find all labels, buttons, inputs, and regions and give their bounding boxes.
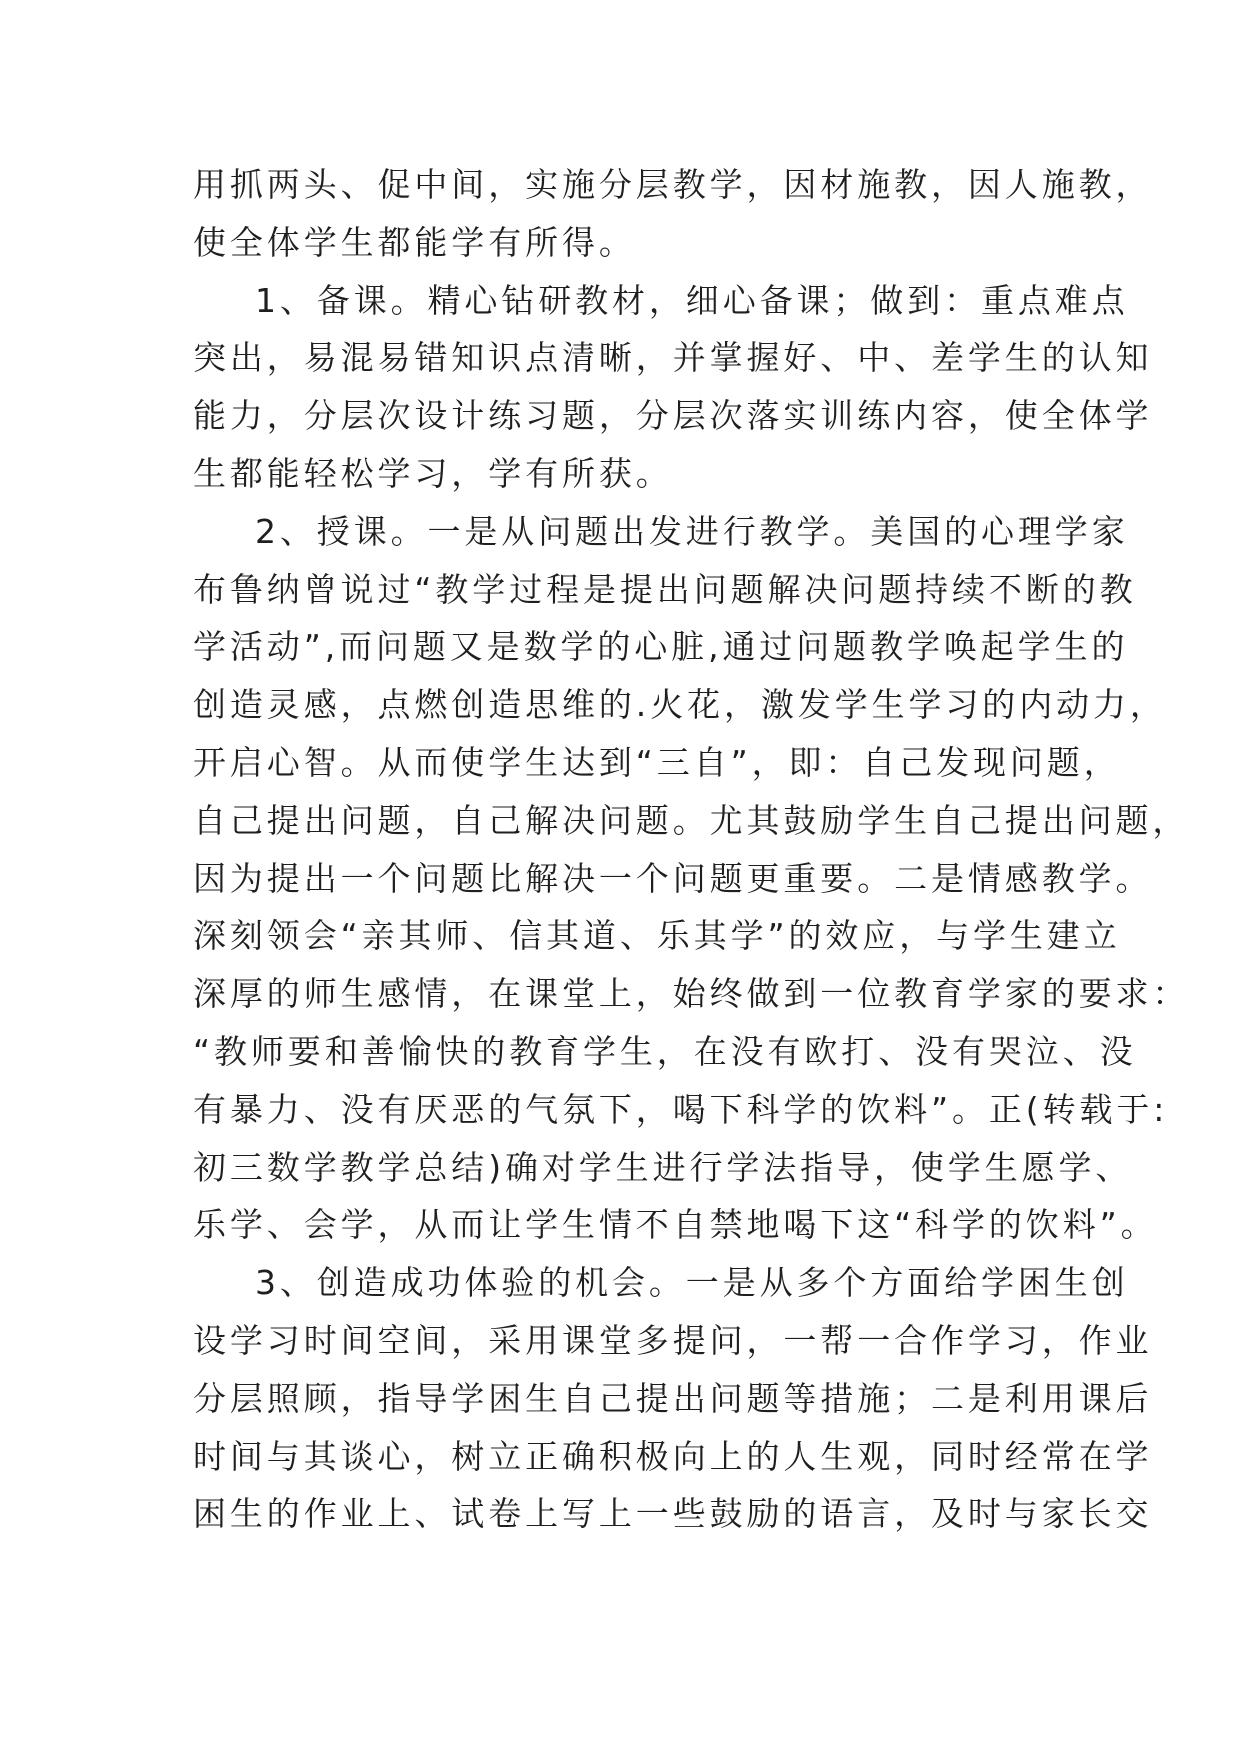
text-line: 自己提出问题，自己解决问题。尤其鼓励学生自己提出问题， (193, 800, 1190, 840)
body-text (193, 156, 1190, 1543)
text-line: 用抓两头、促中间，实施分层教学，因材施教，因人施教， (193, 165, 1153, 204)
text-line: 困生的作业上、试卷上写上一些鼓励的语言，及时与家长交 (193, 1494, 1153, 1534)
text-line: “教师要和善愉快的教育学生，在没有欧打、没有哭泣、没 (193, 1031, 1137, 1071)
text-line: 生都能轻松学习，学有所获。 (193, 453, 673, 493)
text-line: 能力，分层次设计练习题，分层次落实训练内容，使全体学 (193, 396, 1153, 436)
text-line: 因为提出一个问题比解决一个问题更重要。二是情感教学。 (193, 858, 1153, 898)
text-line: 初三数学教学总结)确对学生进行学法指导，使学生愿学、 (193, 1147, 1133, 1187)
text-line: 分层照顾，指导学困生自己提出问题等措施；二是利用课后 (193, 1378, 1153, 1418)
text-line: 2、授课。一是从问题出发进行教学。美国的心理学家 (255, 511, 1129, 551)
text-line: 突出，易混易错知识点清晰，并掌握好、中、差学生的认知 (193, 338, 1153, 378)
text-line: 使全体学生都能学有所得。 (193, 222, 636, 262)
text-line: 设学习时间空间，采用课堂多提问，一帮一合作学习，作业 (193, 1320, 1153, 1360)
text-line: 创造灵感，点燃创造思维的.火花，激发学生学习的内动力， (193, 685, 1167, 725)
text-line: 乐学、会学，从而让学生情不自禁地喝下这“科学的饮料”。 (193, 1205, 1158, 1245)
text-line: 深厚的师生感情，在课堂上，始终做到一位教育学家的要求： (193, 974, 1190, 1014)
text-line: 时间与其谈心，树立正确积极向上的人生观，同时经常在学 (193, 1436, 1153, 1476)
text-line: 1、备课。精心钻研教材，细心备课；做到：重点难点 (255, 280, 1129, 320)
text-line: 学活动”,而问题又是数学的心脏,通过问题教学唤起学生的 (193, 627, 1129, 667)
text-line: 开启心智。从而使学生达到“三自”，即：自己发现问题， (193, 742, 1121, 782)
text-line: 深刻领会“亲其师、信其道、乐其学”的效应，与学生建立 (193, 916, 1121, 956)
text-line: 有暴力、没有厌恶的气氛下，喝下科学的饮料”。正(转载于: (193, 1089, 1169, 1129)
text-line: 布鲁纳曾说过“教学过程是提出问题解决问题持续不断的教 (193, 569, 1137, 609)
text-line: 3、创造成功体验的机会。一是从多个方面给学困生创 (255, 1263, 1129, 1303)
